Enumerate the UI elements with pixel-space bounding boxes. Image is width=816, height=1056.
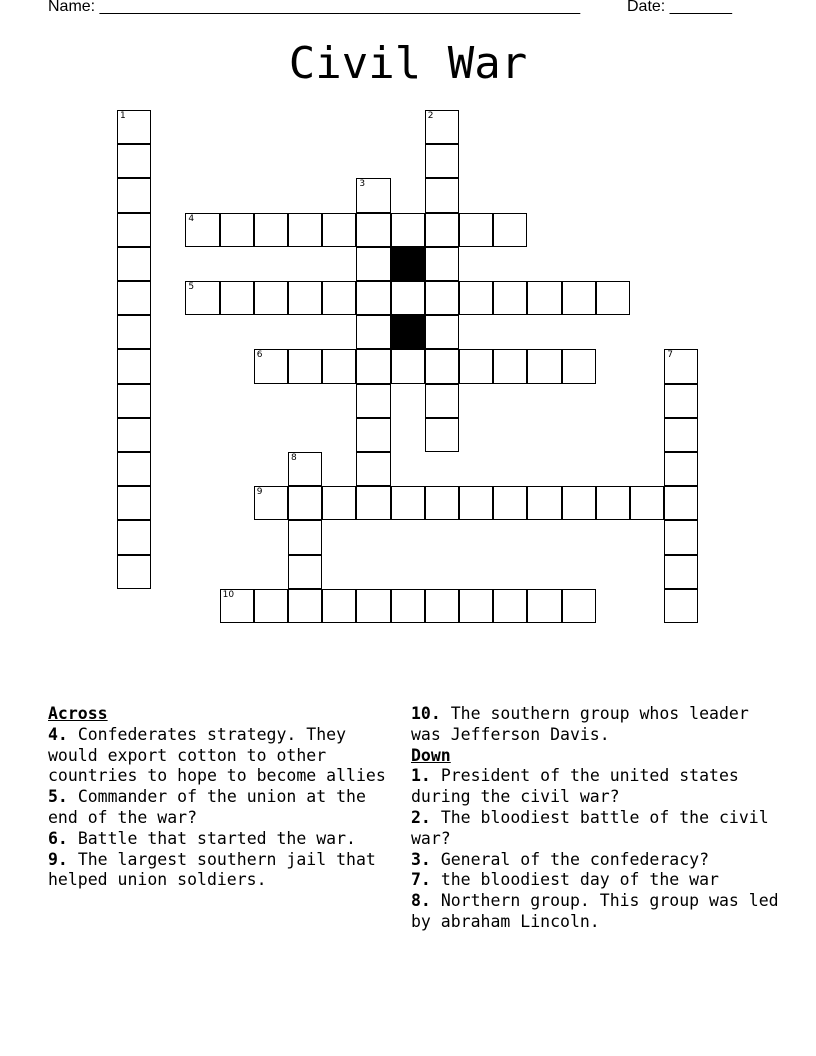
grid-cell[interactable] <box>391 281 425 315</box>
grid-cell[interactable] <box>288 452 322 486</box>
grid-cell[interactable] <box>356 247 390 281</box>
grid-cell[interactable] <box>117 418 151 452</box>
grid-cell[interactable] <box>493 281 527 315</box>
clue-number: 2 <box>427 111 434 121</box>
grid-cell[interactable] <box>425 281 459 315</box>
clues-right-column <box>411 704 781 933</box>
grid-cell[interactable] <box>391 213 425 247</box>
grid-cell[interactable] <box>117 452 151 486</box>
grid-cell[interactable] <box>117 178 151 212</box>
grid-cell[interactable] <box>527 589 561 623</box>
clue-number: 9 <box>256 487 263 498</box>
grid-cell[interactable] <box>664 418 698 452</box>
grid-cell[interactable] <box>117 247 151 281</box>
clue-number: 4 <box>188 213 195 224</box>
grid-cell[interactable] <box>356 281 390 315</box>
grid-cell[interactable] <box>356 452 390 486</box>
grid-cell[interactable] <box>493 349 527 383</box>
grid-cell[interactable] <box>356 486 390 520</box>
clue-across-6: 6. Battle that started the war. <box>48 828 356 848</box>
grid-cell[interactable] <box>425 247 459 281</box>
clue-number: 1 <box>120 111 126 121</box>
grid-cell[interactable] <box>288 349 322 383</box>
grid-cell[interactable] <box>425 315 459 349</box>
clue-number: 8 <box>291 453 297 463</box>
grid-cell[interactable] <box>493 213 527 247</box>
grid-cell[interactable] <box>117 486 151 520</box>
grid-cell[interactable] <box>288 520 322 554</box>
clue-across-9: 9. The largest southern jail that helped union soldiers. <box>48 849 376 890</box>
clue-down-1: 1. President of the united states during the civil war? <box>411 766 739 807</box>
grid-cell[interactable] <box>356 213 390 247</box>
grid-cell[interactable] <box>425 144 459 178</box>
grid-cell[interactable] <box>117 281 151 315</box>
grid-cell[interactable] <box>322 349 356 383</box>
grid-cell[interactable] <box>322 281 356 315</box>
grid-cell[interactable] <box>254 213 288 247</box>
grid-cell[interactable] <box>459 213 493 247</box>
grid-cell[interactable] <box>117 315 151 349</box>
grid-cell[interactable] <box>254 486 288 520</box>
grid-cell[interactable] <box>220 281 254 315</box>
grid-cell[interactable] <box>185 281 219 315</box>
clues-left-column <box>48 704 398 891</box>
clue-number: 6 <box>256 350 263 361</box>
grid-cell[interactable] <box>596 281 630 315</box>
grid-cell[interactable] <box>596 486 630 520</box>
grid-cell[interactable] <box>425 110 459 144</box>
grid-cell[interactable] <box>459 486 493 520</box>
across-heading: Across <box>48 704 108 723</box>
grid-cell[interactable] <box>493 589 527 623</box>
grid-cell[interactable] <box>117 349 151 383</box>
grid-cell[interactable] <box>356 178 390 212</box>
down-heading: Down <box>411 745 451 765</box>
grid-cell[interactable] <box>322 589 356 623</box>
clue-down-3: 3. General of the confederacy? <box>411 849 710 869</box>
grid-cell[interactable] <box>356 349 390 383</box>
grid-cell[interactable] <box>425 486 459 520</box>
clue-down-2: 2. The bloodiest battle of the civil war? <box>411 807 769 848</box>
grid-cell[interactable] <box>562 486 596 520</box>
grid-cell[interactable] <box>288 281 322 315</box>
grid-cell[interactable] <box>220 589 254 623</box>
name-field[interactable]: Name: ______________________________________________________ <box>48 0 581 15</box>
grid-cell[interactable] <box>664 452 698 486</box>
grid-cell[interactable] <box>356 418 390 452</box>
grid-cell[interactable] <box>664 384 698 418</box>
grid-cell[interactable] <box>527 281 561 315</box>
grid-cell[interactable] <box>562 589 596 623</box>
grid-cell[interactable] <box>425 418 459 452</box>
clue-number: 10 <box>222 589 235 600</box>
clue-across-5: 5. Commander of the union at the end of the war? <box>48 787 366 827</box>
grid-cell[interactable] <box>664 555 698 589</box>
grid-cell[interactable] <box>459 281 493 315</box>
grid-cell[interactable] <box>527 349 561 383</box>
grid-cell[interactable] <box>664 349 698 383</box>
grid-cell[interactable] <box>664 589 698 623</box>
grid-cell[interactable] <box>356 589 390 623</box>
grid-cell[interactable] <box>562 349 596 383</box>
grid-cell[interactable] <box>117 555 151 589</box>
grid-cell[interactable] <box>220 213 254 247</box>
clue-down-8: 8. Northern group. This group was led by abraham Lincoln. <box>411 891 779 931</box>
grid-cell[interactable] <box>117 144 151 178</box>
grid-cell[interactable] <box>425 213 459 247</box>
grid-cell[interactable] <box>425 589 459 623</box>
grid-cell[interactable] <box>425 349 459 383</box>
grid-cell[interactable] <box>527 486 561 520</box>
grid-cell[interactable] <box>425 178 459 212</box>
grid-cell[interactable] <box>459 349 493 383</box>
grid-cell[interactable] <box>254 589 288 623</box>
grid-cell[interactable] <box>391 589 425 623</box>
grid-cell[interactable] <box>117 384 151 418</box>
black-cell <box>391 315 425 349</box>
grid-cell[interactable] <box>322 486 356 520</box>
clue-down-7: 7. the bloodiest day of the war <box>411 870 719 890</box>
grid-cell[interactable] <box>288 555 322 589</box>
clue-across-10: 10. The southern group whos leader was Jefferson Davis. <box>411 704 749 744</box>
grid-cell[interactable] <box>425 384 459 418</box>
grid-cell[interactable] <box>391 486 425 520</box>
date-field[interactable]: Date: _______ <box>627 0 732 15</box>
grid-cell[interactable] <box>254 281 288 315</box>
grid-cell[interactable] <box>117 213 151 247</box>
grid-cell[interactable] <box>356 315 390 349</box>
grid-cell[interactable] <box>493 486 527 520</box>
grid-cell[interactable] <box>630 486 664 520</box>
grid-cell[interactable] <box>664 486 698 520</box>
puzzle-title: Civil War <box>288 38 528 89</box>
grid-cell[interactable] <box>185 213 219 247</box>
grid-cell[interactable] <box>254 349 288 383</box>
grid-cell[interactable] <box>288 486 322 520</box>
grid-cell[interactable] <box>562 281 596 315</box>
grid-cell[interactable] <box>356 384 390 418</box>
clue-number: 5 <box>188 282 195 292</box>
grid-cell[interactable] <box>391 349 425 383</box>
clue-across-4: 4. Confederates strategy. They would export cotton to other countries to hope to become allies <box>48 724 386 786</box>
grid-cell[interactable] <box>117 110 151 144</box>
grid-cell[interactable] <box>322 213 356 247</box>
grid-cell[interactable] <box>288 213 322 247</box>
clue-number: 7 <box>667 350 673 361</box>
grid-cell[interactable] <box>664 520 698 554</box>
clue-number: 3 <box>359 179 366 190</box>
grid-cell[interactable] <box>459 589 493 623</box>
black-cell <box>391 247 425 281</box>
grid-cell[interactable] <box>117 520 151 554</box>
grid-cell[interactable] <box>288 589 322 623</box>
